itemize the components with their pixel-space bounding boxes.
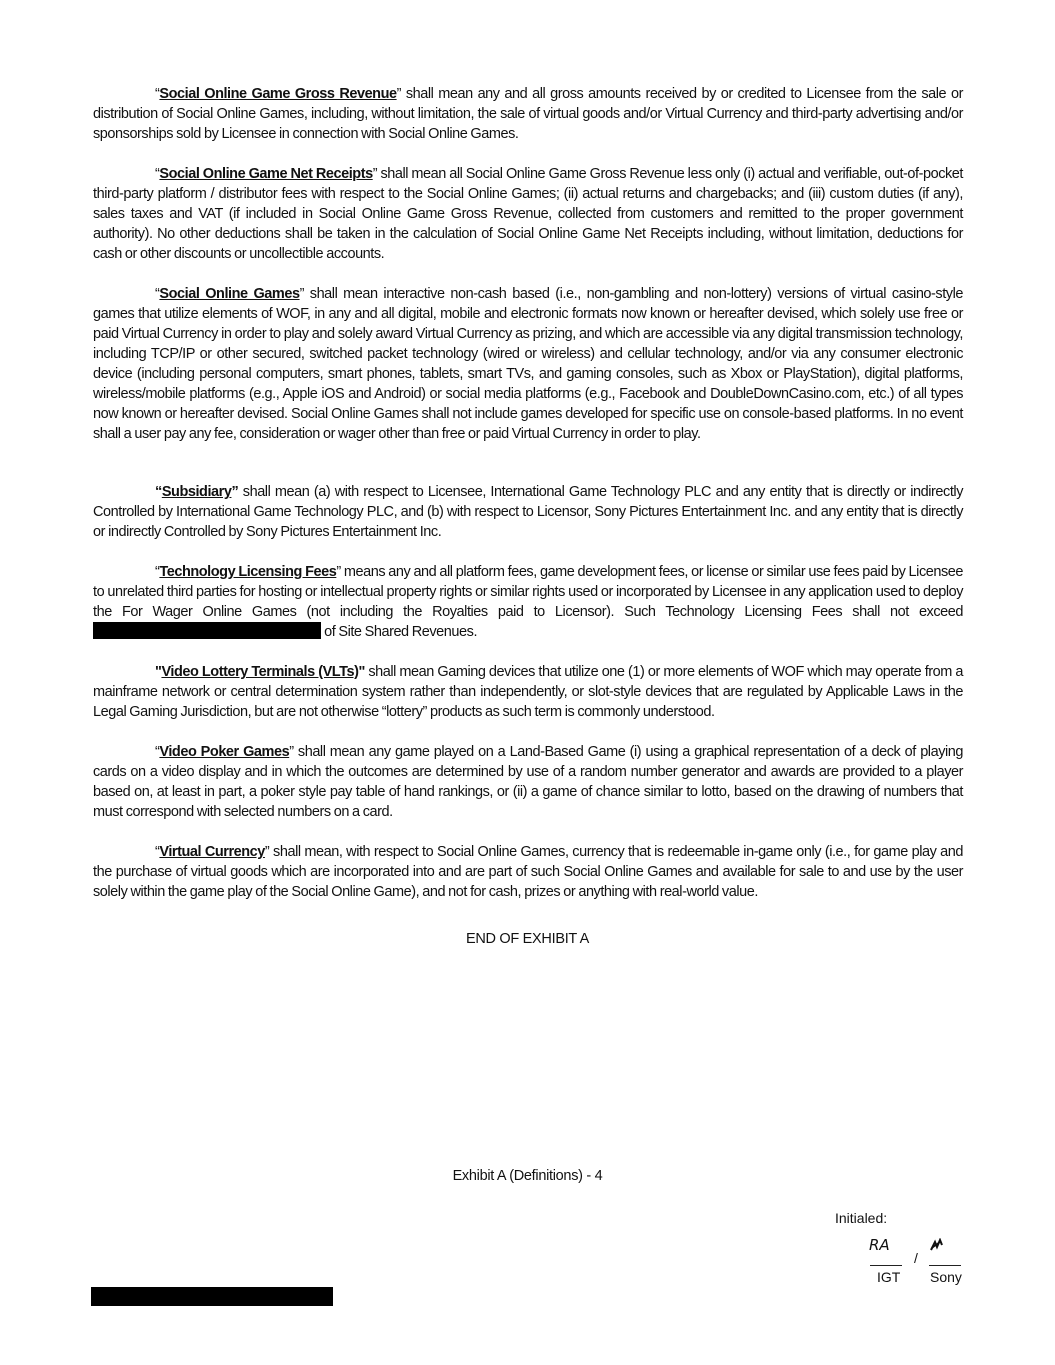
definition-technology-licensing-fees [93, 562, 963, 642]
definition-text: means any and all platform fees, game development fees, or license or similar use fees paid by Licensee to unrelated third parties for hosting or intellectual property rights or similar rights used or incorporated by Licensee in any application used to deploy the For Wager Online Games (not including the Royalties paid to Licensor). Such Technology Licensing Fees shall not exceed [93, 564, 964, 620]
close-quote: ” [264, 844, 270, 860]
defined-term: Social Online Games [159, 286, 300, 302]
close-quote: ” [372, 166, 378, 182]
igt-label: IGT [877, 1269, 901, 1285]
defined-term: Video Lottery Terminals (VLTs) [161, 664, 359, 680]
definition-text: shall mean any and all gross amounts received by or credited to Licensee from the sale or distribution of Social Online Games, including, without limitation, the sale of virtual goods and/or Virtual Currency and third-party advertising and/or sponsorships sold by Licensee in connection with Social Online Games. [93, 86, 963, 142]
sony-signature-mark [929, 1238, 945, 1252]
sony-label: Sony [930, 1269, 962, 1285]
definition-social-online-game-gross-revenue [93, 84, 963, 144]
open-quote: “ [155, 844, 160, 860]
close-quote: ” [299, 286, 304, 302]
open-quote: “ [155, 564, 160, 580]
open-quote: “ [155, 484, 162, 500]
redaction-bar [93, 622, 321, 639]
definition-social-online-game-net-receipts [93, 164, 963, 264]
definition-video-lottery-terminals [93, 662, 963, 722]
igt-initials: RA [869, 1236, 890, 1254]
initials-separator: / [914, 1250, 918, 1266]
open-quote: “ [155, 286, 160, 302]
defined-term: Social Online Game Gross Revenue [159, 86, 397, 102]
definition-text: shall mean Gaming devices that utilize one (1) or more elements of WOF which may operate from a mainframe network or central determination system rather than independently, or slot-style devices that are regulated by Applicable Laws in the Legal Gaming Jurisdiction, but are not otherwise “lottery” products as such term is commonly understood. [93, 664, 963, 720]
open-quote: “ [155, 166, 160, 182]
defined-term: Technology Licensing Fees [159, 564, 337, 580]
page-footer: Exhibit A (Definitions) - 4 [452, 1168, 603, 1184]
defined-term: Subsidiary [161, 484, 232, 500]
defined-term: Social Online Game Net Receipts [159, 166, 373, 182]
close-quote: ” [231, 484, 239, 500]
open-quote: “ [155, 86, 160, 102]
definition-social-online-games [93, 284, 963, 444]
definition-text: shall mean any game played on a Land-Based Game (i) using a graphical representation of a deck of playing cards on a video display and in which the outcomes are determined by use of a random number generator and awards are provided to a player based on, at least in part, a poker style pay table of hand rankings, or (ii) a game of chance similar to lotto, based on the drawing of numbers that must correspond with selected numbers on a card. [93, 744, 963, 820]
igt-signature-line [870, 1265, 902, 1266]
close-quote: ” [336, 564, 341, 580]
open-quote: " [155, 664, 162, 680]
defined-term: Video Poker Games [159, 744, 290, 760]
definition-virtual-currency [93, 842, 963, 902]
definition-text: shall mean (a) with respect to Licensee, International Game Technology PLC and any entity that is directly or indirectly Controlled by International Game Technology PLC, and (b) with respect to Licensor, Sony Pictures Entertainment Inc. and any entity that is directly or indirectly Controlled by Sony Pictures Entertainment Inc. [93, 484, 963, 540]
definition-text: shall mean all Social Online Game Gross Revenue less only (i) actual and verifiable, out-of-pocket third-party platform / distributor fees with respect to the Social Online Games; (ii) actual returns and chargebacks; and (iii) custom duties (if any), sales taxes and VAT (if included in Social Online Game Gross Revenue, collected from customers and remitted to the proper government authority). No other deductions shall be taken in the calculation of Social Online Game Net Receipts including, without limitation, deductions for cash or other discounts or uncollectible accounts. [93, 166, 963, 262]
close-quote: ” [396, 86, 402, 102]
sony-signature-line [929, 1265, 961, 1266]
initialed-label: Initialed: [835, 1210, 888, 1226]
definition-text: shall mean, with respect to Social Online Games, currency that is redeemable in-game only (i.e., for game play and the purchase of virtual goods which are incorporated into and are part of such Social Online Games and available for sale to and use by the user solely within the game play of the Social Online Game), and not for cash, prizes or anything with real-world value. [93, 844, 963, 900]
close-quote: ” [289, 744, 294, 760]
definition-text: shall mean interactive non-cash based (i.e., non-gambling and non-lottery) versions of virtual casino-style games that utilize elements of WOF, in any and all digital, mobile and electronic formats now known or hereafter devised, which solely use free or paid Virtual Currency in order to play and solely award Virtual Currency as prizing, and which are accessible via any digital transmission technology, including TCP/IP or other secured, switched packet technology (wired or wireless) and cellular technology, and/or via any consumer electronic device (including personal computers, smart phones, tablets, smart TVs, and gaming consoles, such as Xbox or PlayStation), digital platforms, wireless/mobile platforms (e.g., Apple iOS and Android) or social media platforms (e.g., Facebook and DoubleDownCasino.com, etc.) of all types now known or hereafter devised. Social Online Games shall not include games developed for specific use on console-based platforms. In no event shall a user pay any fee, consideration or wager other than free or paid Virtual Currency in order to play. [93, 286, 963, 442]
defined-term: Virtual Currency [159, 844, 265, 860]
open-quote: “ [155, 744, 160, 760]
close-quote: " [358, 664, 365, 680]
definition-video-poker-games [93, 742, 963, 822]
definition-text-after: of Site Shared Revenues. [321, 624, 478, 640]
end-of-exhibit: END OF EXHIBIT A [465, 931, 590, 947]
redaction-bar-footer [91, 1287, 333, 1306]
definition-subsidiary [93, 482, 963, 542]
